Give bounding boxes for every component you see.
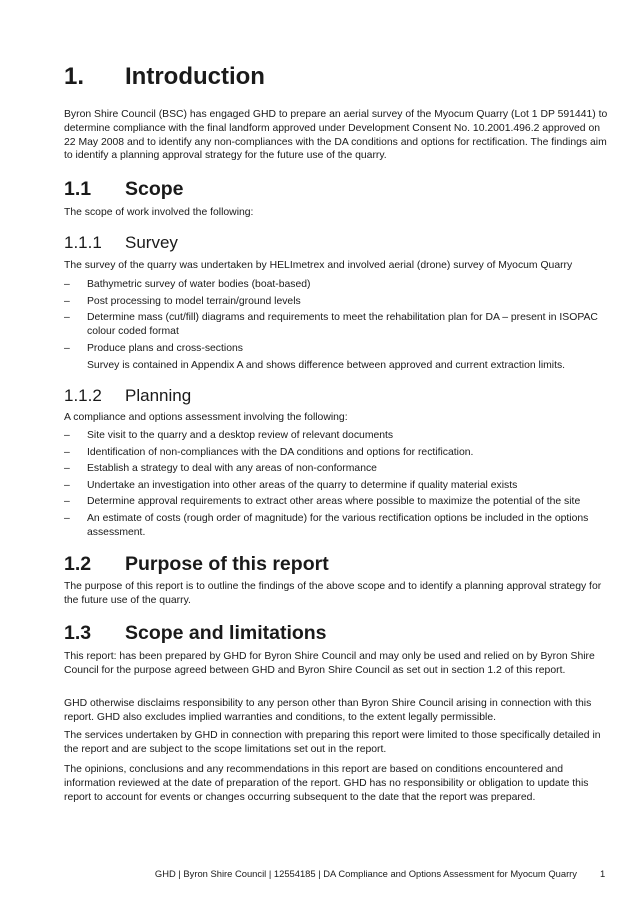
section-1-2-title: Purpose of this report: [125, 553, 329, 575]
survey-note: Survey is contained in Appendix A and shows difference between approved and current extraction limits.: [87, 360, 566, 371]
list-item: [64, 462, 609, 476]
planning-list: [64, 429, 609, 542]
list-dash: –: [64, 279, 70, 290]
list-item: [64, 278, 609, 292]
section-1-3-title: Scope and limitations: [125, 622, 327, 644]
section-1-title: Introduction: [125, 63, 265, 90]
section-1-3-number: 1.3: [64, 622, 92, 644]
survey-list: [64, 278, 609, 358]
list-item-text: Produce plans and cross-sections: [87, 342, 243, 354]
section-1-number: 1.: [64, 63, 85, 90]
section-1-1-title: Scope: [125, 178, 184, 200]
list-item: [64, 342, 609, 356]
section-1-1-2-heading: [64, 385, 191, 407]
list-dash: –: [64, 463, 70, 475]
list-item-text: Determine approval requirements to extract other areas where possible to maximize the potential of the site: [87, 496, 581, 508]
limitations-paragraph-3: The services undertaken by GHD in connection with preparing this report were limited to those specifically detailed in the report and are subject to the scope limitations set out in the report.: [64, 730, 601, 755]
list-dash: –: [64, 512, 70, 524]
list-item-text: Undertake an investigation into other areas of the quarry to determine if quality material exists: [87, 479, 518, 491]
scope-paragraph: The scope of work involved the following:: [64, 207, 254, 218]
list-dash: –: [64, 479, 70, 491]
section-1-1-2-title: Planning: [125, 386, 192, 405]
list-item-text: Post processing to model terrain/ground levels: [87, 295, 301, 307]
list-item: [64, 512, 609, 540]
section-1-1-1-title: Survey: [125, 233, 178, 252]
list-dash: –: [64, 430, 70, 441]
list-item: [64, 446, 609, 460]
list-item-text: Bathymetric survey of water bodies (boat-based): [87, 279, 311, 290]
list-dash: –: [64, 342, 70, 354]
list-item: [64, 495, 609, 509]
list-item-text: Site visit to the quarry and a desktop review of relevant documents: [87, 430, 394, 441]
list-item: [64, 479, 609, 493]
purpose-paragraph: The purpose of this report is to outline the findings of the above scope and to identify a planning approval strategy for the future use of the quarry.: [64, 581, 602, 606]
list-dash: –: [64, 446, 70, 458]
list-item-text: An estimate of costs (rough order of magnitude) for the various rectification options be included in the options assessment.: [87, 512, 589, 538]
section-1-1-1-number: 1.1.1: [64, 233, 102, 252]
section-1-1-heading: [64, 177, 184, 201]
limitations-paragraph-4: The opinions, conclusions and any recommendations in this report are based on conditions encountered and information reviewed at the date of preparation of the report. GHD has no responsibility or obligation to update this report to account for events or changes occurring subsequent to the date that the report was prepared.: [64, 764, 589, 803]
page-number: 1: [600, 868, 606, 879]
list-item: [64, 311, 609, 339]
section-1-1-2-number: 1.1.2: [64, 386, 102, 405]
list-dash: –: [64, 496, 70, 508]
section-1-1-1-heading: [64, 232, 178, 254]
section-1-1-number: 1.1: [64, 178, 92, 200]
footer-text: GHD | Byron Shire Council | 12554185 | DA Compliance and Options Assessment for Myocum Quarry: [154, 868, 577, 879]
list-item-text: Determine mass (cut/fill) diagrams and requirements to meet the rehabilitation plan for DA – present in ISOPAC colour coded format: [87, 312, 598, 337]
survey-paragraph: The survey of the quarry was undertaken by HELImetrex and involved aerial (drone) survey of Myocum Quarry: [64, 260, 573, 271]
section-1-heading: [64, 62, 265, 92]
intro-paragraph: Byron Shire Council (BSC) has engaged GHD to prepare an aerial survey of the Myocum Quarry (Lot 1 DP 591441) to determine compliance with the final landform approved under Development Consent No. 10.2001.496.2 approved on 22 May 2008 and to identify any non-compliances with the DA conditions and options for rectification. The findings aim to identify a planning approval strategy for the future use of the quarry.: [64, 109, 608, 162]
list-item-text: Establish a strategy to deal with any areas of non-conformance: [87, 463, 377, 475]
section-1-2-number: 1.2: [64, 553, 92, 575]
section-1-3-heading: [64, 621, 327, 645]
limitations-paragraph-2: GHD otherwise disclaims responsibility to any person other than Byron Shire Council arising in connection with this report. GHD also excludes implied warranties and conditions, to the extent legally permissible.: [64, 698, 592, 723]
section-1-2-heading: [64, 552, 329, 576]
list-item: [64, 295, 609, 309]
list-item-text: Identification of non-compliances with the DA conditions and options for rectification.: [87, 446, 474, 458]
list-dash: –: [64, 312, 70, 324]
limitations-paragraph-1: This report: has been prepared by GHD for Byron Shire Council and may only be used and relied on by Byron Shire Council for the purpose agreed between GHD and Byron Shire Council as set out in section 1.2 of this report.: [64, 651, 595, 676]
planning-paragraph: A compliance and options assessment involving the following:: [64, 412, 348, 423]
list-dash: –: [64, 295, 70, 307]
list-item: [64, 429, 609, 443]
